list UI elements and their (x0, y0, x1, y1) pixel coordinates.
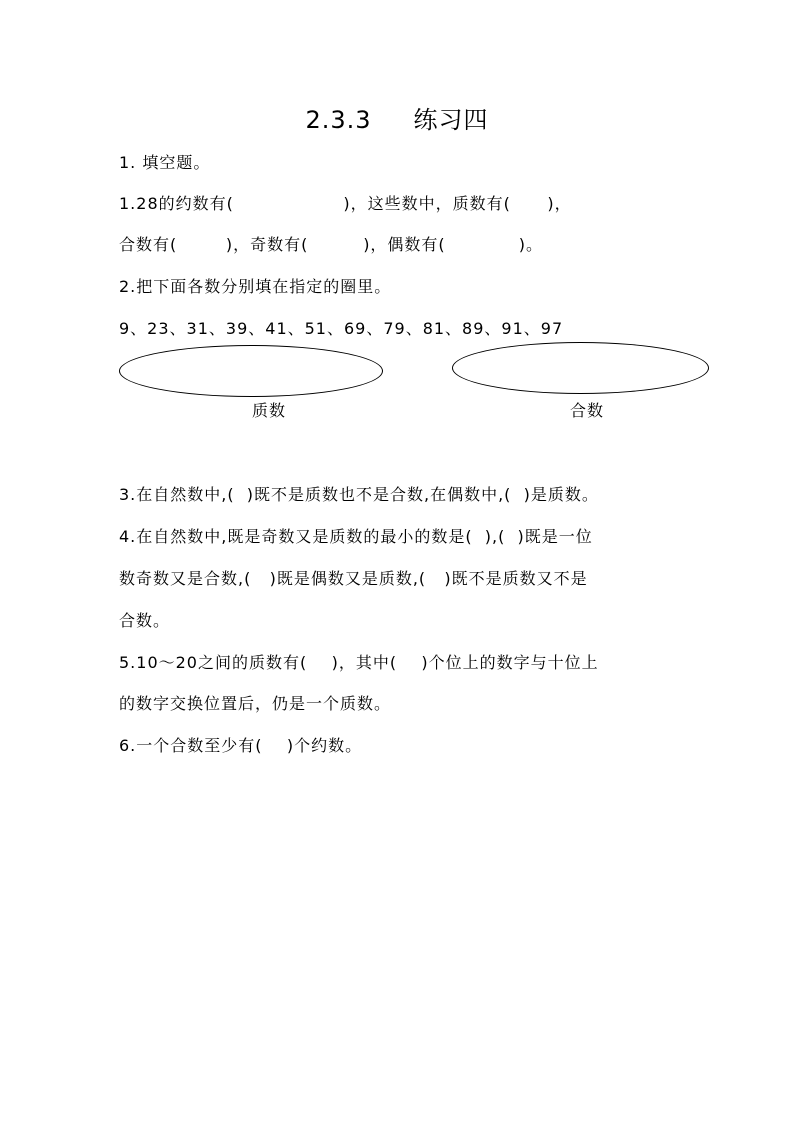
composite-circle-label: 合数 (570, 401, 605, 420)
q5-line1: 5.10～20之间的质数有( )，其中( )个位上的数字与十位上 (119, 653, 599, 672)
title-text: 练习四 (413, 106, 489, 134)
q1-line2: 合数有( )，奇数有( )，偶数有( )。 (119, 235, 543, 254)
composite-circle[interactable] (452, 342, 709, 394)
q3-line: 3.在自然数中,( )既不是质数也不是合数,在偶数中,( )是质数。 (119, 485, 599, 504)
prime-circle[interactable] (119, 345, 383, 397)
q2-number-list: 9、23、31、39、41、51、69、79、81、89、91、97 (119, 319, 564, 338)
title-number: 2.3.3 (305, 106, 372, 134)
section-heading: 1. 填空题。 (119, 153, 211, 172)
q4-line3: 合数。 (119, 611, 171, 630)
q5-line2: 的数字交换位置后，仍是一个质数。 (119, 694, 392, 713)
q6-line: 6.一个合数至少有( )个约数。 (119, 736, 363, 755)
q4-line1: 4.在自然数中,既是奇数又是质数的最小的数是( ),( )既是一位 (119, 527, 593, 546)
q2-instruction: 2.把下面各数分别填在指定的圈里。 (119, 277, 392, 296)
q1-line1: 1.28的约数有( )，这些数中，质数有( )， (119, 194, 572, 213)
prime-circle-label: 质数 (252, 401, 287, 420)
page-title (0, 100, 794, 135)
q4-line2: 数奇数又是合数,( )既是偶数又是质数,( )既不是质数又不是 (119, 569, 588, 588)
